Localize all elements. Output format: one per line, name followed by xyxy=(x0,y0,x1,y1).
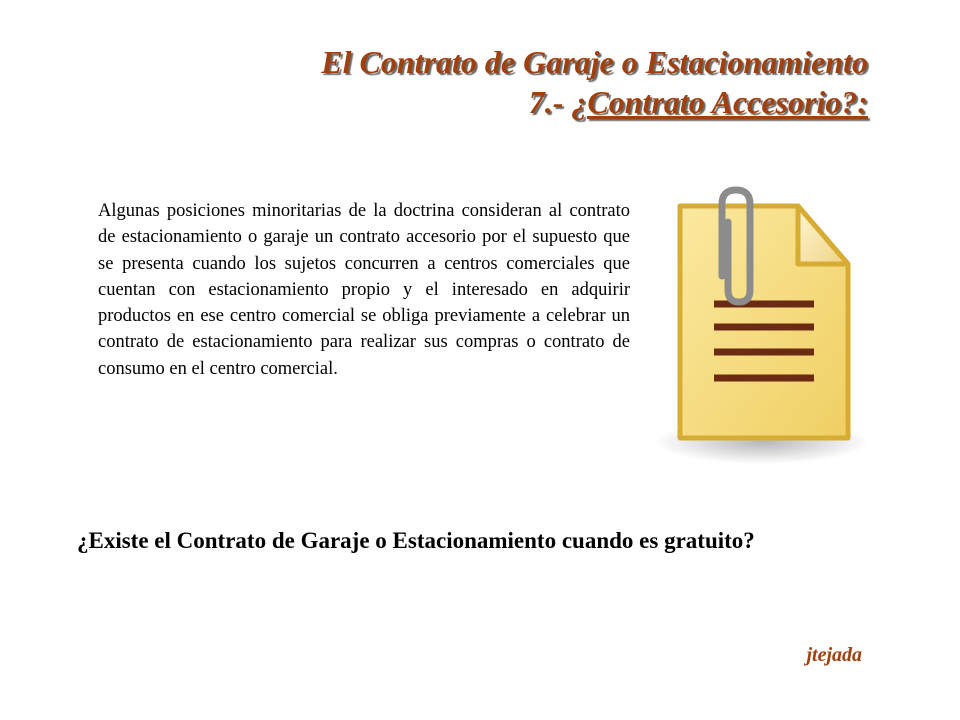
author-signature: jtejada xyxy=(806,644,862,666)
icon-fold xyxy=(798,206,848,264)
document-with-paperclip-icon xyxy=(652,182,870,467)
slide-subtitle xyxy=(108,82,868,122)
subtitle-prefix: 7.- xyxy=(528,84,572,120)
slide-title: El Contrato de Garaje o Estacionamiento xyxy=(321,44,868,80)
question-text: ¿Existe el Contrato de Garaje o Estacionamiento cuando es gratuito? xyxy=(77,528,755,553)
slide-title-block xyxy=(108,42,868,122)
body-paragraph: Algunas posiciones minoritarias de la doctrina consideran al contrato de estacionamiento o garaje un contrato accesorio por el supuesto que se presenta cuando los sujetos concurren a centros comerciales que cuentan con estacionamiento propio y el interesado en adquirir productos en ese centro comercial se obliga previamente a celebrar un contrato de estacionamiento para realizar sus compras o contrato de consumo en el centro comercial. xyxy=(98,201,630,379)
subtitle-underlined: ¿Contrato Accesorio?: xyxy=(571,84,868,120)
